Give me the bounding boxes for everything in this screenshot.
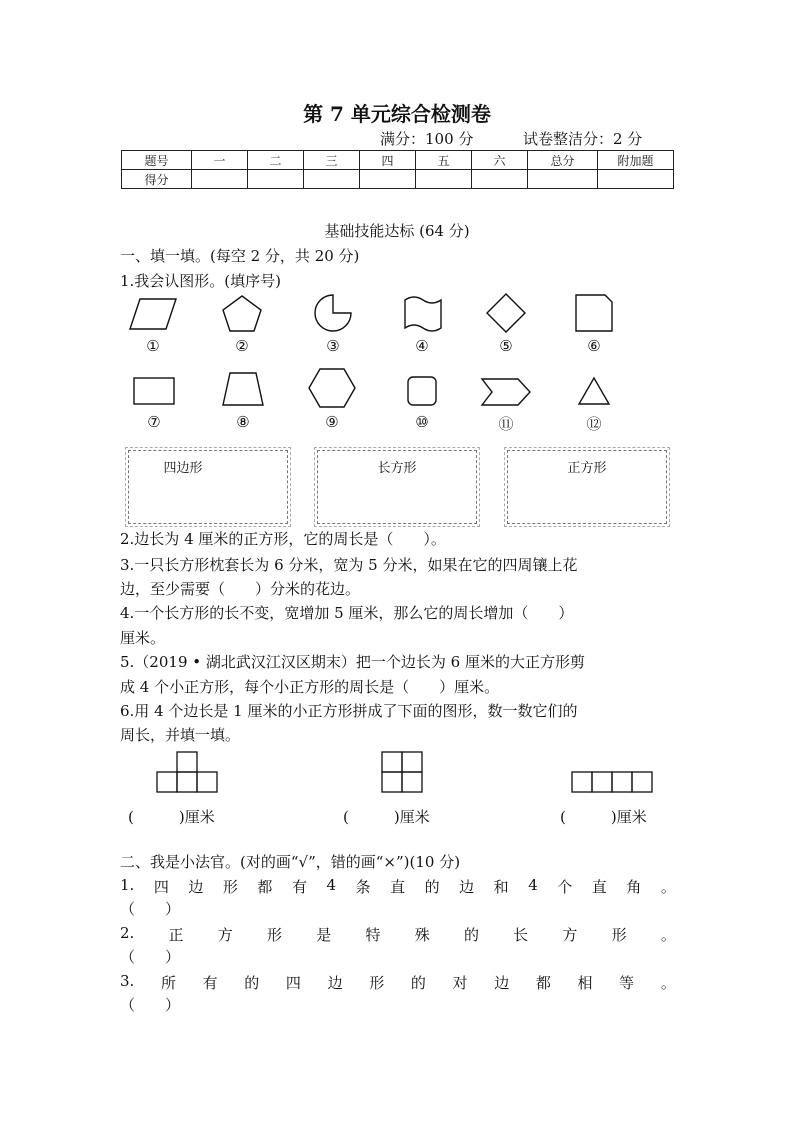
shape-number: ④ [415,337,429,355]
char: 的 [424,878,440,896]
char: 对 [452,974,468,992]
score-header-cell: 一 [192,151,248,170]
shape-number: ⑦ [147,413,161,431]
question-4-line-1: 4.一个长方形的长不变，宽增加 5 厘米，那么它的周长增加（ ） [120,604,574,622]
char: 直 [390,878,406,896]
score-cell[interactable] [472,170,528,189]
shape-number: ② [235,337,249,355]
char: 1. [120,876,135,894]
score-header-cell: 总分 [528,151,598,170]
score-info [380,128,642,149]
char: 形 [267,926,283,944]
char: 。 [660,974,676,992]
char: 四 [153,878,169,896]
neatness-score: 试卷整洁分：2 分 [522,130,643,148]
score-header-cell: 四 [360,151,416,170]
char: 的 [463,926,479,944]
judgement-1-blank[interactable]: （ ） [120,900,181,918]
char: 的 [244,974,260,992]
score-header-cell: 三 [304,151,360,170]
score-cell[interactable] [360,170,416,189]
judgement-item-1 [120,876,676,897]
char: 特 [365,926,381,944]
box-label: 正方形 [567,461,607,476]
full-score: 满分：100 分 [380,130,474,148]
char: 形 [369,974,385,992]
cut-corner-square-shape [573,292,615,334]
question-3-line-2: 边，至少需要（ ）分米的花边。 [120,580,361,598]
char: 2. [120,924,135,942]
square-tetromino-figure [381,750,425,794]
char: 边 [188,878,204,896]
rounded-square-shape [406,375,438,407]
char: 正 [168,926,184,944]
score-cell[interactable] [192,170,248,189]
arrow-pentagon-shape [480,377,532,407]
shape-number: ⑫ [586,415,602,433]
char: 3. [120,972,135,990]
score-table-score-row [122,170,674,189]
shape-number: ⑤ [499,337,513,355]
question-6-line-2: 周长，并填一填。 [120,726,241,744]
score-table [121,150,674,189]
three-quarter-circle-shape [312,292,354,334]
trapezoid-shape [220,370,266,408]
score-table-header-row [122,151,674,170]
pentagon-shape [220,293,264,333]
quadrilateral-answer-box[interactable] [128,450,288,524]
rectangle-answer-box[interactable] [317,450,477,524]
score-row-label: 得分 [122,170,192,189]
char: 都 [535,974,551,992]
char: 等 [619,974,635,992]
char: 方 [217,926,233,944]
t-tetromino-figure [156,750,220,794]
score-cell[interactable] [598,170,674,189]
char: 方 [562,926,578,944]
char: 角 [626,878,642,896]
score-header-cell: 五 [416,151,472,170]
shape-number: ① [146,337,160,355]
shape-number: ⑩ [415,413,429,431]
char: 都 [257,878,273,896]
judgement-item-2 [120,924,676,945]
figure-3-answer[interactable]: ( )厘米 [560,808,647,826]
triangle-shape [577,376,611,406]
score-cell[interactable] [416,170,472,189]
part1-heading: 一、填一填。(每空 2 分，共 20 分) [120,247,360,265]
score-header-cell: 附加题 [598,151,674,170]
judgement-item-3 [120,972,676,993]
square-answer-box[interactable] [507,450,667,524]
judgement-2-blank[interactable]: （ ） [120,948,181,966]
char: 。 [660,926,676,944]
char: 和 [493,878,509,896]
section-title: 基础技能达标 (64 分) [324,222,470,240]
char: 边 [327,974,343,992]
score-cell[interactable] [304,170,360,189]
char: 边 [494,974,510,992]
char: 的 [410,974,426,992]
part2-heading: 二、我是小法官。(对的画“√”，错的画“×”)(10 分) [120,853,461,871]
char: 殊 [414,926,430,944]
parallelogram-shape [128,296,178,332]
char: 。 [660,878,676,896]
box-label: 四边形 [163,461,203,476]
char: 4 [326,876,337,894]
char: 形 [611,926,627,944]
question-4-line-2: 厘米。 [120,629,166,647]
shape-number: ③ [326,337,340,355]
rhombus-shape [485,292,527,334]
score-cell[interactable] [248,170,304,189]
question-1: 1.我会认图形。(填序号) [120,272,282,290]
char: 长 [513,926,529,944]
shape-number: ⑥ [587,337,601,355]
wavy-shape [402,294,444,334]
judgement-3-blank[interactable]: （ ） [120,996,181,1014]
box-label: 长方形 [377,461,417,476]
figure-2-answer[interactable]: ( )厘米 [343,808,430,826]
shape-number: ⑨ [325,413,339,431]
score-header-cell: 题号 [122,151,192,170]
question-5-line-1: 5.（2019 • 湖北武汉江汉区期末）把一个边长为 6 厘米的大正方形剪 [120,653,585,671]
shape-number: ⑧ [236,413,250,431]
line-tetromino-figure [571,771,655,793]
question-6-line-1: 6.用 4 个边长是 1 厘米的小正方形拼成了下面的图形，数一数它们的 [120,702,578,720]
question-2: 2.边长为 4 厘米的正方形，它的周长是（ ）。 [120,530,446,548]
char: 直 [591,878,607,896]
char: 4 [528,876,538,894]
char: 四 [285,974,301,992]
score-header-cell: 六 [472,151,528,170]
figure-1-answer[interactable]: ( )厘米 [128,808,215,826]
shape-number: ⑪ [498,415,514,433]
char: 边 [459,878,475,896]
char: 形 [222,878,238,896]
char: 有 [291,878,307,896]
score-header-cell: 二 [248,151,304,170]
char: 是 [316,926,332,944]
char: 有 [202,974,218,992]
char: 相 [577,974,593,992]
page-title: 第 7 单元综合检测卷 [303,102,491,126]
score-cell[interactable] [528,170,598,189]
rectangle-shape [132,376,176,406]
char: 个 [557,878,573,896]
question-3-line-1: 3.一只长方形枕套长为 6 分米，宽为 5 分米，如果在它的四周镶上花 [120,556,578,574]
char: 所 [160,974,176,992]
hexagon-shape [307,366,357,410]
question-5-line-2: 成 4 个小正方形，每个小正方形的周长是（ ）厘米。 [120,678,500,696]
char: 条 [355,878,371,896]
